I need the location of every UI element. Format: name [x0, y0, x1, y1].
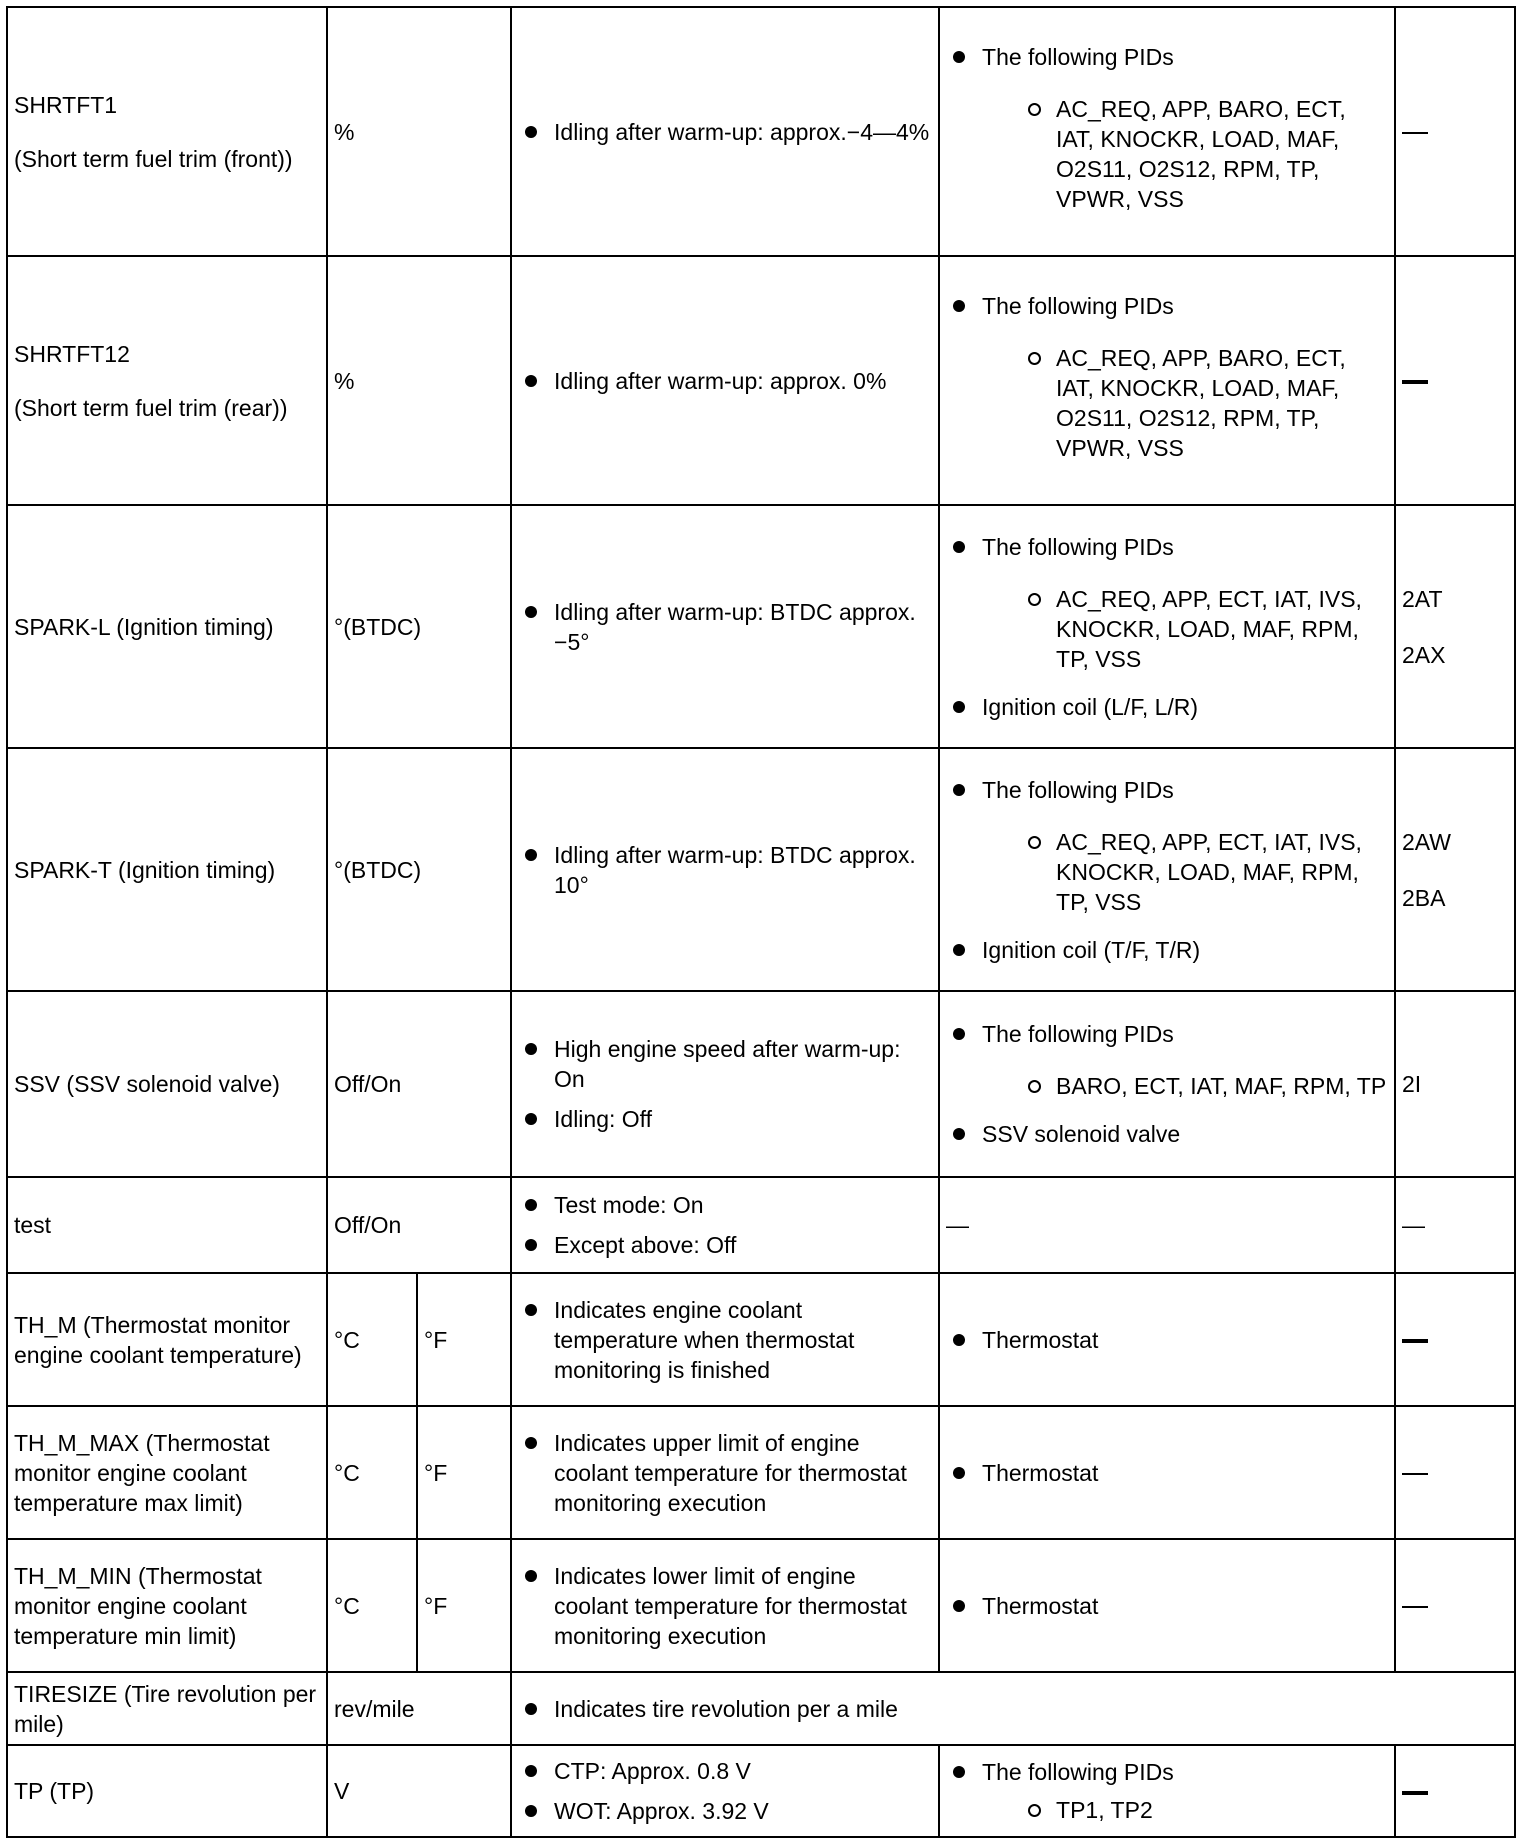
terminal-pin: 2BA — [1402, 884, 1446, 911]
terminal-pin: 2AW — [1402, 828, 1452, 855]
pid-name-cell: test — [7, 1177, 327, 1273]
unit-cell: °(BTDC) — [327, 748, 511, 991]
pid-name-cell: TP (TP) — [7, 1745, 327, 1837]
unit-cell: rev/mile — [327, 1672, 511, 1745]
condition-cell — [511, 1273, 939, 1406]
terminal-cell: — — [1395, 1177, 1515, 1273]
pid-name-cell: SPARK-L (Ignition timing) — [7, 505, 327, 748]
related-cell — [939, 1745, 1395, 1837]
condition-item: Indicates tire revolution per a mile — [554, 1694, 1508, 1724]
unit-cell: Off/On — [327, 1177, 511, 1273]
table-row — [7, 1745, 1515, 1837]
pid-name-cell: SPARK-T (Ignition timing) — [7, 748, 327, 991]
table-row — [7, 256, 1515, 505]
related-pids-list: AC_REQ, APP, ECT, IAT, IVS, KNOCKR, LOAD, MAF, RPM, TP, VSS — [1056, 827, 1388, 917]
condition-cell — [511, 1177, 939, 1273]
related-pids-list: AC_REQ, APP, BARO, ECT, IAT, KNOCKR, LOAD, MAF, O2S11, O2S12, RPM, TP, VPWR, VSS — [1056, 94, 1388, 214]
related-component: SSV solenoid valve — [982, 1119, 1388, 1149]
terminal-cell: 2I — [1395, 991, 1515, 1177]
related-intro: The following PIDs AC_REQ, APP, ECT, IAT, IVS, KNOCKR, LOAD, MAF, RPM, TP, VSS — [982, 532, 1388, 674]
pid-name-cell — [7, 256, 327, 505]
terminal-dash — [1402, 132, 1428, 134]
unit-celsius-cell: °C — [327, 1406, 417, 1539]
table-row — [7, 748, 1515, 991]
table-row — [7, 505, 1515, 748]
unit-cell: % — [327, 256, 511, 505]
related-cell — [939, 256, 1395, 505]
pid-name-cell — [7, 7, 327, 256]
terminal-cell — [1395, 505, 1515, 748]
pid-description: (Short term fuel trim (front)) — [14, 145, 293, 172]
table-row — [7, 1539, 1515, 1672]
condition-cell — [511, 1745, 939, 1837]
condition-item: Idling after warm-up: BTDC approx. 10° — [554, 840, 932, 900]
condition-item: Indicates upper limit of engine coolant temperature for thermostat monitoring execution — [554, 1428, 932, 1518]
condition-item: WOT: Approx. 3.92 V — [554, 1796, 932, 1826]
terminal-cell — [1395, 7, 1515, 256]
table-row — [7, 1273, 1515, 1406]
condition-cell — [511, 1539, 939, 1672]
condition-cell — [511, 256, 939, 505]
related-pids-list: BARO, ECT, IAT, MAF, RPM, TP — [1056, 1073, 1387, 1099]
pid-name-cell: TH_M_MAX (Thermostat monitor engine coolant temperature max limit) — [7, 1406, 327, 1539]
terminal-cell — [1395, 1745, 1515, 1837]
related-component: Ignition coil (L/F, L/R) — [982, 692, 1388, 722]
related-cell — [939, 1539, 1395, 1672]
related-cell — [939, 748, 1395, 991]
table-row — [7, 1177, 1515, 1273]
condition-item: Indicates lower limit of engine coolant temperature for thermostat monitoring execution — [554, 1561, 932, 1651]
terminal-dash — [1402, 1606, 1428, 1608]
related-cell — [939, 7, 1395, 256]
related-cell — [939, 1406, 1395, 1539]
related-pids-list: TP1, TP2 — [1056, 1795, 1388, 1825]
terminal-dash — [1402, 1339, 1428, 1343]
unit-cell: V — [327, 1745, 511, 1837]
related-intro: The following PIDs BARO, ECT, IAT, MAF, RPM, TP — [982, 1021, 1387, 1099]
pid-name-cell: TH_M (Thermostat monitor engine coolant temperature) — [7, 1273, 327, 1406]
condition-item: Idling after warm-up: approx.−4—4% — [554, 117, 932, 147]
related-component: Thermostat — [982, 1591, 1388, 1621]
related-cell — [939, 1273, 1395, 1406]
condition-item: CTP: Approx. 0.8 V — [554, 1756, 932, 1786]
related-cell — [939, 991, 1395, 1177]
unit-fahrenheit-cell: °F — [417, 1539, 511, 1672]
related-cell: — — [939, 1177, 1395, 1273]
terminal-cell — [1395, 256, 1515, 505]
terminal-cell — [1395, 1273, 1515, 1406]
condition-item: Indicates engine coolant temperature when thermostat monitoring is finished — [554, 1295, 932, 1385]
terminal-dash — [1402, 1791, 1428, 1795]
unit-celsius-cell: °C — [327, 1539, 417, 1672]
unit-fahrenheit-cell: °F — [417, 1406, 511, 1539]
table-row — [7, 1406, 1515, 1539]
pid-name: SHRTFT1 — [14, 91, 118, 118]
condition-item: Except above: Off — [554, 1230, 932, 1260]
terminal-cell — [1395, 1406, 1515, 1539]
condition-item: Idling after warm-up: BTDC approx. −5° — [554, 597, 932, 657]
pid-name-cell: TH_M_MIN (Thermostat monitor engine coolant temperature min limit) — [7, 1539, 327, 1672]
related-intro: The following PIDs AC_REQ, APP, BARO, ECT, IAT, KNOCKR, LOAD, MAF, O2S11, O2S12, RPM, TP, VPWR, VSS — [982, 42, 1388, 214]
unit-fahrenheit-cell: °F — [417, 1273, 511, 1406]
condition-item: High engine speed after warm-up: On — [554, 1034, 932, 1094]
related-pids-list: AC_REQ, APP, BARO, ECT, IAT, KNOCKR, LOAD, MAF, O2S11, O2S12, RPM, TP, VPWR, VSS — [1056, 343, 1388, 463]
unit-cell: Off/On — [327, 991, 511, 1177]
condition-cell — [511, 1406, 939, 1539]
related-intro: The following PIDs AC_REQ, APP, ECT, IAT, IVS, KNOCKR, LOAD, MAF, RPM, TP, VSS — [982, 775, 1388, 917]
table-row — [7, 1672, 1515, 1745]
terminal-pin: 2AX — [1402, 641, 1446, 668]
unit-cell: % — [327, 7, 511, 256]
condition-item: Test mode: On — [554, 1190, 932, 1220]
condition-cell — [511, 991, 939, 1177]
related-intro: The following PIDs AC_REQ, APP, BARO, ECT, IAT, KNOCKR, LOAD, MAF, O2S11, O2S12, RPM, TP, VPWR, VSS — [982, 291, 1388, 463]
terminal-dash — [1402, 380, 1428, 384]
pid-name-cell: SSV (SSV solenoid valve) — [7, 991, 327, 1177]
related-component: Thermostat — [982, 1325, 1388, 1355]
related-component: Thermostat — [982, 1458, 1388, 1488]
related-component: Ignition coil (T/F, T/R) — [982, 935, 1388, 965]
condition-cell — [511, 505, 939, 748]
condition-item: Idling after warm-up: approx. 0% — [554, 366, 932, 396]
pid-monitor-table — [6, 6, 1514, 1835]
table-row — [7, 991, 1515, 1177]
pid-name: SHRTFT12 — [14, 340, 130, 367]
terminal-pin: 2AT — [1402, 585, 1443, 612]
pid-name-cell: TIRESIZE (Tire revolution per mile) — [7, 1672, 327, 1745]
unit-celsius-cell: °C — [327, 1273, 417, 1406]
table-row — [7, 7, 1515, 256]
related-intro: The following PIDs TP1, TP2 — [982, 1757, 1388, 1825]
related-cell — [939, 505, 1395, 748]
condition-cell — [511, 1672, 1515, 1745]
condition-item: Idling: Off — [554, 1104, 932, 1134]
terminal-cell — [1395, 748, 1515, 991]
condition-cell — [511, 748, 939, 991]
unit-cell: °(BTDC) — [327, 505, 511, 748]
terminal-cell — [1395, 1539, 1515, 1672]
pid-description: (Short term fuel trim (rear)) — [14, 394, 288, 421]
related-pids-list: AC_REQ, APP, ECT, IAT, IVS, KNOCKR, LOAD, MAF, RPM, TP, VSS — [1056, 584, 1388, 674]
condition-cell — [511, 7, 939, 256]
terminal-dash — [1402, 1473, 1428, 1475]
